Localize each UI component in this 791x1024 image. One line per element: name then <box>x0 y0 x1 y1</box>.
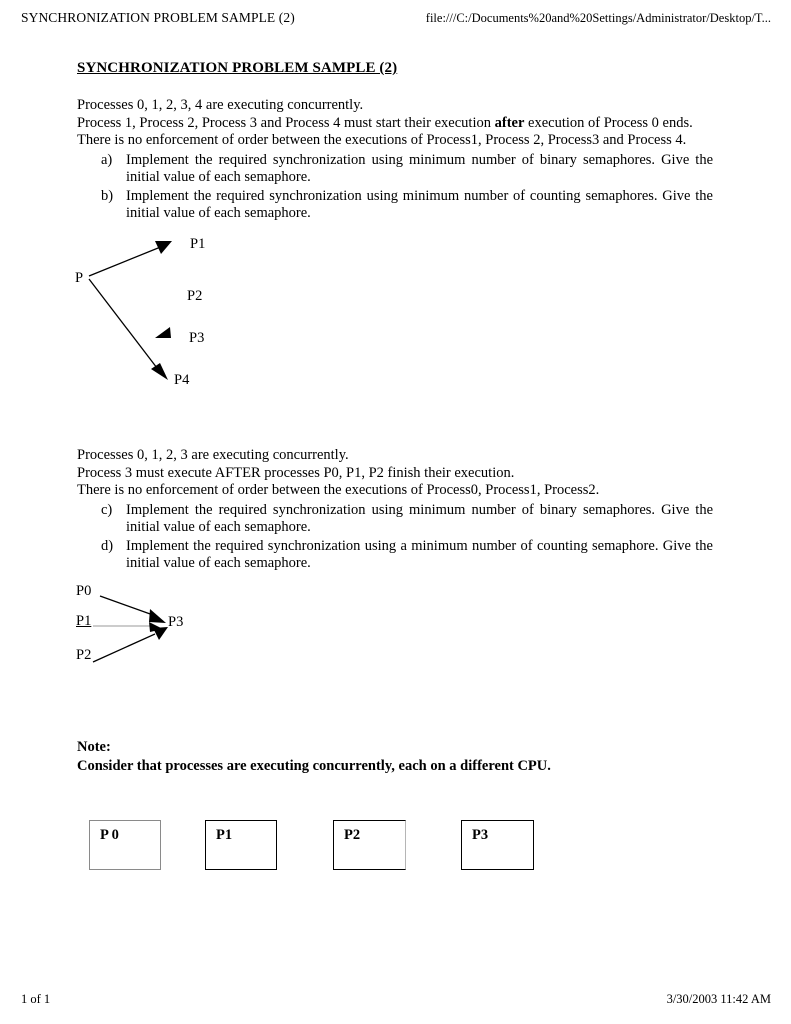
arrow-p2-to-p3 <box>93 627 168 662</box>
section-two-line-3: There is no enforcement of order between the executions of Process0, Process1, Process2. <box>77 482 600 498</box>
note-block <box>77 738 551 776</box>
diagram-two-label-p0: P0 <box>76 583 92 599</box>
section-one-item-list <box>77 152 713 223</box>
section-one-line-1: Processes 0, 1, 2, 3, 4 are executing concurrently. <box>77 97 364 113</box>
diagram-one-label-p3: P3 <box>189 330 205 346</box>
process-box-p1 <box>205 820 277 870</box>
list-item <box>77 188 713 223</box>
list-item <box>77 502 713 537</box>
process-box-label: P2 <box>344 827 361 843</box>
section-one-line-2-post: execution of Process 0 ends. <box>524 114 693 131</box>
arrow-p-to-p4 <box>89 279 168 380</box>
print-header-title: SYNCHRONIZATION PROBLEM SAMPLE (2) <box>21 10 295 25</box>
process-box-p2 <box>333 820 406 870</box>
print-header <box>0 10 791 28</box>
arrow-p0-to-p3 <box>100 596 166 623</box>
process-box-p3 <box>461 820 534 870</box>
section-two <box>77 447 713 573</box>
arrow-p-to-p1 <box>89 241 172 276</box>
diagram-one-label-p: P <box>75 270 84 286</box>
section-one-line-2 <box>77 115 713 133</box>
section-two-line-1: Processes 0, 1, 2, 3 are executing concurrently. <box>77 447 349 463</box>
list-item-text: Implement the required synchronization using minimum number of counting semaphores. Give the initial value of each semaphore. <box>126 187 713 221</box>
page-title: SYNCHRONIZATION PROBLEM SAMPLE (2) <box>77 60 398 76</box>
section-one-line-3: There is no enforcement of order between the executions of Process1, Process 2, Process3 and Process 4. <box>77 132 687 148</box>
list-item-marker: b) <box>101 187 114 204</box>
page-number: 1 of 1 <box>21 992 51 1006</box>
process-box-label: P 0 <box>100 827 119 843</box>
diagram-two-label-p2: P2 <box>76 647 92 663</box>
section-one-line-2-pre: Process 1, Process 2, Process 3 and Process 4 must start their execution <box>77 114 495 131</box>
diagram-two-label-p3: P3 <box>168 614 184 630</box>
arrowhead-near-p3 <box>155 327 171 338</box>
list-item-marker: d) <box>101 537 114 554</box>
diagram-two-label-p1: P1 <box>76 613 92 629</box>
section-two-line-2: Process 3 must execute AFTER processes P0, P1, P2 finish their execution. <box>77 464 515 481</box>
print-timestamp: 3/30/2003 11:42 AM <box>666 992 771 1006</box>
list-item-text: Implement the required synchronization using minimum number of binary semaphores. Give the initial value of each semaphore. <box>126 151 713 185</box>
list-item-text: Implement the required synchronization using minimum number of binary semaphores. Give the initial value of each semaphore. <box>126 501 713 535</box>
process-box-label: P3 <box>472 827 489 843</box>
arrow-p1-to-p3 <box>93 622 163 632</box>
process-box-row <box>0 820 791 874</box>
diagram-one-label-p2: P2 <box>187 288 203 304</box>
document-body <box>77 60 713 223</box>
list-item-marker: a) <box>101 151 113 168</box>
section-one <box>77 97 713 223</box>
section-two-item-list <box>77 502 713 573</box>
process-box-p0 <box>89 820 161 870</box>
list-item-marker: c) <box>101 501 113 518</box>
process-box-label: P1 <box>216 827 233 843</box>
note-heading: Note: <box>77 739 111 755</box>
list-item <box>77 152 713 187</box>
section-one-line-2-emphasis: after <box>494 114 525 131</box>
print-footer <box>0 992 791 1008</box>
diagram-one-label-p4: P4 <box>174 372 190 388</box>
note-text: Consider that processes are executing concurrently, each on a different CPU. <box>77 758 551 774</box>
diagram-one-label-p1: P1 <box>190 236 206 252</box>
list-item <box>77 538 713 573</box>
list-item-text: Implement the required synchronization using a minimum number of counting semaphore. Give the initial value of each semaphore. <box>126 537 713 571</box>
print-header-url: file:///C:/Documents%20and%20Settings/Administrator/Desktop/T... <box>425 11 771 25</box>
